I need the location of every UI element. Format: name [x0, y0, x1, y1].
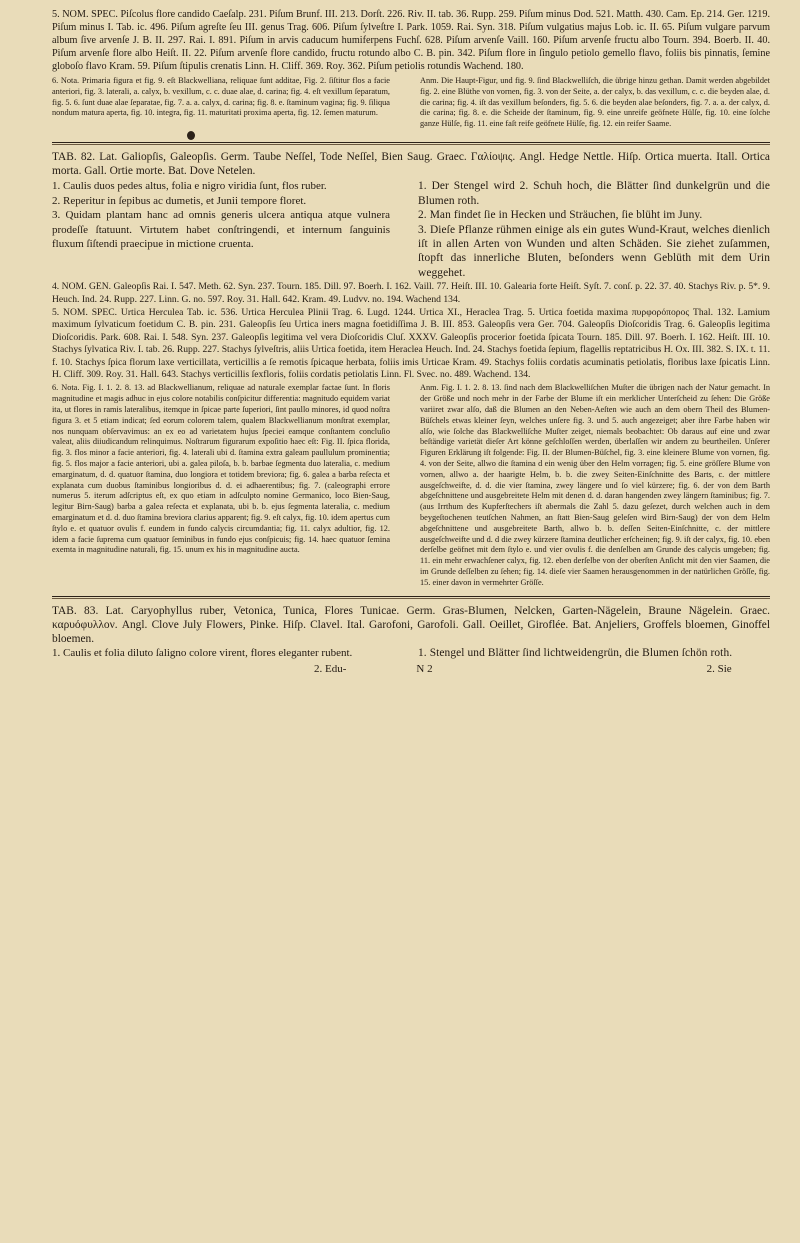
tab-82-heading: TAB. 82. Lat. Galiopſis, Galeopſis. Germ. Taube Neſſel, Tode Neſſel, Bien Saug. Graec. Γαλίοψις. Angl. Hedge Nettle. Hiſp. Ortica muerta. Itall. Ortica morta. Gall. Ortie morte. Bat. Dove Netelen. — [52, 150, 770, 178]
ink-blot-ornament — [187, 131, 195, 140]
nomen-specificum: 5. NOM. SPEC. Urtica Herculea Tab. ic. 536. Urtica Herculea Plinii Trag. 6. Lugd. 1244. Urtica XI., Heraclea Trag. 5. Urtica foetida maxima πυρφορόπορος Thal. 132. Lamium maximum ſylvaticum foetidum C. B. pin. 231. Galeopſis ſeu Urtica iners magna foetidiſſima J. B. III. 853. Galeopſis vera Ger. 704. Galeopſis Dioſcoridis Trag. 6. Galeopſis legitima Dioſcoridis. Park. 608. Rai. I. 548. Syn. 237. Galeopſis legitima vel vera Dioſcoridis Cluſ. XXXV. Galeopſis procerior foetida ſpicata Tourn. 185. Dill. 97. Boerh. I. 162. Heiſt. III. 10. Stachys ſylvatica Riv. I. tab. 26. Rupp. 227. Stachys ſylveſtris, aliis Urtica foetida, item Heraclea Heuch. Ind. 24. Stachys foetida ſepium, flagellis reptatricibus H. Ox. III. 382. S. IX. t. 11. f. 10. Stachys ſpica florum laxe verticillata, verticillis a ſe remotis ſpicaque herbata, foliis imis Urticae Kram. 49. Stachys foliis cordatis acuminatis petiolatis, floribus laxe ſpicatis Linn. H. Cliff. 309. Roy. 31. Hall. 643. Stachys verticillis ſexfloris, foliis cordatis petiolatis Linn. Fl. Svec. no. 489. Wachend. 134. — [52, 307, 770, 381]
description-two-column — [52, 179, 770, 280]
notes-two-column — [52, 76, 770, 130]
section-divider-thin — [52, 598, 770, 599]
section-divider-thin — [52, 144, 770, 145]
description-latin — [52, 179, 390, 280]
signature-mark: N 2 — [416, 662, 433, 675]
nomen-specificum: 5. NOM. SPEC. Piſcolus flore candido Caeſalp. 231. Piſum Brunf. III. 213. Dorſt. 226. Riv. II. tab. 36. Rupp. 259. Piſum minus Dod. 521. Matth. 430. Cam. Ep. 214. Ger. 1219. Piſum minus I. Tab. ic. 496. Piſum agreſte ſeu III. genus Trag. 606. Piſum ſylveſtre I. Park. 1059. Rai. Syn. 318. Piſum vulgatius majus Lob. ic. II. 65. Piſum vulgare parvum album ſive arvenſe J. B. II. 297. Rai. I. 891. Piſum in arvis caducum humiferpens Fuchſ. 628. Piſum arvenſe Vaill. 160. Piſum arvenſe fructu albo Tourn. 394. Boerb. II. 40. Piſum arvenſe flore albo Heiſt. II. 22. Piſum arvenſe flore candido, fructu rotundo albo C. B. pin. 342. Piſum flore in ſingulo petiolo gemello flavo, foliis bis pinnatis, ſemine globoſo flavo Kram. 59. Piſum ſtipulis crenatis Linn. H. Cliff. 369. Roy. 362. Piſum petiolis rotundis Wachend. 180. — [52, 9, 770, 72]
desc-german-1: 1. Stengel und Blätter ſind lichtweidengrün, die Blumen ſchön roth. — [418, 647, 733, 660]
nota-latin: 6. Nota. Fig. I. 1. 2. 8. 13. ad Blackwellianum, reliquae ad naturale exemplar factae ſunt. In floris magnitudine et magis adhuc in ejus colore notabilis conſpicitur differentia: magnitudo equidem variat ita, ut flores in ramis lateralibus, itemque in ſpicae parte ſuperiori, ſint paullo minores, id quod noſtra figura 3. et 5 etiam indicat; ſed eorum colorem talem, qualem Blackwellianum monſtrat exemplar, nos nunquam obſervavimus: an ex eo ad varietatem hujus ſpeciei eamque conſtantem concluſio valeat, aliis diiudicandum relinquimus. Noſtrarum figurarum expoſitio haec eſt: Fig. II. ſpica florida, fig. 3. flos minor a facie anteriori, fig. 4. laterali ubi d. ſtamina extra galeam paullulum prominentia; fig. 5. flos major a facie anteriori, ubi a. galea piloſa, b. b. barbae ſegmenta duo lateralia, c. medium emarginatum, d. d. quatuor ſtamina, duo longiora et totidem breviora; fig. 6. galea a barba reſecta et explanata cum duobus ſtaminibus longioribus d. d. ei adhaerentibus; fig. 7. (caleographi errore numerus 5. iterum adſcriptus eſt, ex quo etiam in adſculpto nomine Germanico, loco Bien-Saug, legitur Birn-Saug) barba a galea reſecta et explanata, ubi b. b. ejus ſegmenta lateralia, c. medium emarginatum et d. d. duo ſtamina breviora clarius apparent; fig. 9. eſt calyx, fig. 10. idem apertus cum ſtylo e. et quatuor ovulis f. eundem in fundo calycis circumdantia; fig. 11. calyx adultior, fig. 12. idem a facie ſuprema cum quatuor ſeminibus in fundo ejus conſpicuis; fig. 14. haec quatuor ſemina exemta in magnitudine naturali, fig. 15. unum ex his in magnitudine aucta. — [52, 383, 390, 555]
desc-latin-1: 1. Caulis et folia diluto ſaligno colore virent, flores eleganter rubent. — [52, 647, 353, 660]
section-divider — [52, 142, 770, 143]
desc-german-1: 1. Der Stengel wird 2. Schuh hoch, die Blätter ſind dunkelgrün und die Blumen roth. — [418, 180, 770, 207]
desc-german-2: 2. Man findet ſie in Hecken und Sträuchen, ſie blüht im Juny. — [418, 209, 703, 222]
desc-latin-2: 2. Reperitur in ſepibus ac dumetis, et Junii tempore floret. — [52, 194, 307, 207]
page-footer — [52, 662, 770, 676]
description-two-column — [52, 646, 770, 660]
nota-latin: 6. Nota. Primaria figura et fig. 9. eſt Blackwelliana, reliquae ſunt additae, Fig. 2. ſiſtitur flos a facie anteriori, fig. 3. laterali, a. calyx, b. vexillum, c. c. duae alae, d. carina; fig. 4. eſt vexillum ſeparatum, fig. 5. 6. ſunt duae alae ſeparatae, fig. 7. a. a. calyx, d. carina; fig. 8. e. ſtaminum vagina; fig. 9. ſiliqua nondum matura aperta, fig. 10. integra, fig. 11. maturitati proxima aperta, fig. 12. ſemen maturum. — [52, 76, 390, 118]
catchword-right: 2. Sie — [706, 662, 732, 675]
anmerkung-german: Anm. Die Haupt-Figur, und fig. 9. ſind Blackwelliſch, die übrige hinzu gethan. Damit werden abgebildet fig. 2. eine Blüthe von vornen, fig. 3. von der Seite, a. der calyx, b. das vexillum, c. c. die beyden alae, d. die carina; fig. 4. iſt das vexillum beſonders, fig. 5. 6. die beyden alae beſonders, fig. 7. a. a. der calyx, d. die carina; fig. 8. e. die Scheide der ſtaminum, fig. 9. eine unreife geöfnete Hülſe, fig. 10. eine ſolche ganze Hülſe, fig. 11. eine faſt reife geöfnete Hülſe, fig. 12. ein reifer Saame. — [420, 76, 770, 129]
notes-two-column — [52, 383, 770, 588]
book-page — [52, 8, 770, 676]
section-tab-82 — [52, 150, 770, 599]
nomen-genericum: 4. NOM. GEN. Galeopſis Rai. I. 547. Meth. 62. Syn. 237. Tourn. 185. Dill. 97. Boerh. I. 162. Vaill. 77. Heiſt. III. 10. Galearia forte Heiſt. Syſt. 7. conſ. p. 22. 37. 40. Stachys Riv. p. 5*. 9. Heuch. Ind. 24. Rupp. 227. Linn. G. no. 597. Roy. 31. Hall. 642. Kram. 49. Ludvv. no. 194. Wachend 134. — [52, 281, 770, 305]
description-german — [418, 179, 770, 280]
desc-latin-3: 3. Quidam plantam hanc ad omnis generis ulcera antiqua atque vulnera prodeſſe ſtatuunt. Virtutem habet conſtringendi, et internum ſanguinis fluxum ſiſtendi praecipue in mictione cruenta. — [52, 209, 390, 251]
tab-83-heading: TAB. 83. Lat. Caryophyllus ruber, Vetonica, Tunica, Flores Tunicae. Germ. Gras-Blumen, Nelcken, Garten-Nägelein, Braune Nägelein. Graec. καρυόφυλλον. Angl. Clove July Flowers, Pinke. Hiſp. Clavel. Ital. Garofoni, Garofoli. Gall. Oeillet, Giroflée. Bat. Anjeliers, Groffels bloemen, Ginoffel bloemen. — [52, 604, 770, 646]
section-tab-81-end — [52, 8, 770, 145]
section-tab-83 — [52, 604, 770, 676]
catchword-left: 2. Edu- — [314, 662, 347, 675]
desc-german-3: 3. Dieſe Pflanze rühmen einige als ein gutes Wund-Kraut, welches dienlich iſt in allen Arten von Wunden und alten Schäden. Sie ziehet zuſammen, ſtopft das innerliche Bluten, beſonders wenn Geblüth mit dem Urin weggehet. — [418, 223, 770, 279]
anmerkung-german: Anm. Fig. I. 1. 2. 8. 13. ſind nach dem Blackwelliſchen Muſter die übrigen nach der Natur gemacht. In der Größe und noch mehr in der Farbe der Blume iſt ein merklicher Unterſcheid zu ſehen: Die Größe variiret zwar alſo, daß die Blumen an den Neben-Aeſten wie auch an dem obern Theil des Blumen-Büſchels etwas kleiner ſeyn, welches unſere fig. 3. und 5. auch angezeiget; aber ihre Farbe haben wir alſo, wie ſolche das Blackwelliſche Muſter zeiget, niemals beobachtet: Ob daraus auf eine und zwar beſtändige varietät dieſer Art könne geſchloſſen werden, überlaſſen wir andern zu beurtheilen. Unſerer Figuren Erklärung iſt folgende: Fig. II. der Blumen-Büſchel, fig. 3. eine kleinere Blume von vornen, fig. 4. von der Seite, allwo die ſtamina d ein wenig über den Helm vorragen; fig. 5. eine gröſſere Blume von vornen, allwo a. der haarigte Helm, b. b. die zwey Seiten-Einſchnitte des Barts, c. der mittlere ausgeſchweifte, d. d. die vier ſtamina, zwey längere und ſo viel kürzere; fig. 6. der von dem Barth abgeſchnittene und ausgebreitete Helm mit denen d. d. daran hangenden zwey längern ſtaminibus; fig. 7. (aus Irrthum des Kupferſtechers iſt abermals die Zahl 5. dazu geſezet, durch welchen auch in dem beygeſtochenen teutſchen Nahmen, an ſtatt Bien-Saug geleſen wird Birn-Saug) der von dem Helm abgeſchnittene und ausgebreitete Barth, allwo b. b. deſſen Seiten-Einſchnitte, c. der mittlere ausgeſchweifte und d. d die zwey kürzere ſtamina deutlicher erſcheinen; fig. 9. iſt der calyx, fig. 10. eben derſelbe geöfnet mit dem ſtylo e. und vier ovulis f. die denſelben am Grunde des calycis umgeben; fig. 11. ein mehr erwachſener calyx, fig. 12. eben derſelbe von der oberſten Anſicht mit den vier Saamen, die im Grunde deſſelben zu ſehen; fig. 14. dieſe vier Saamen herausgenommen in der natürlichen Gröſſe, fig. 15. einer davon in vermehrter Gröſſe. — [420, 383, 770, 587]
desc-latin-1: 1. Caulis duos pedes altus, folia e nigro viridia ſunt, flos ruber. — [52, 180, 327, 193]
section-divider — [52, 596, 770, 597]
